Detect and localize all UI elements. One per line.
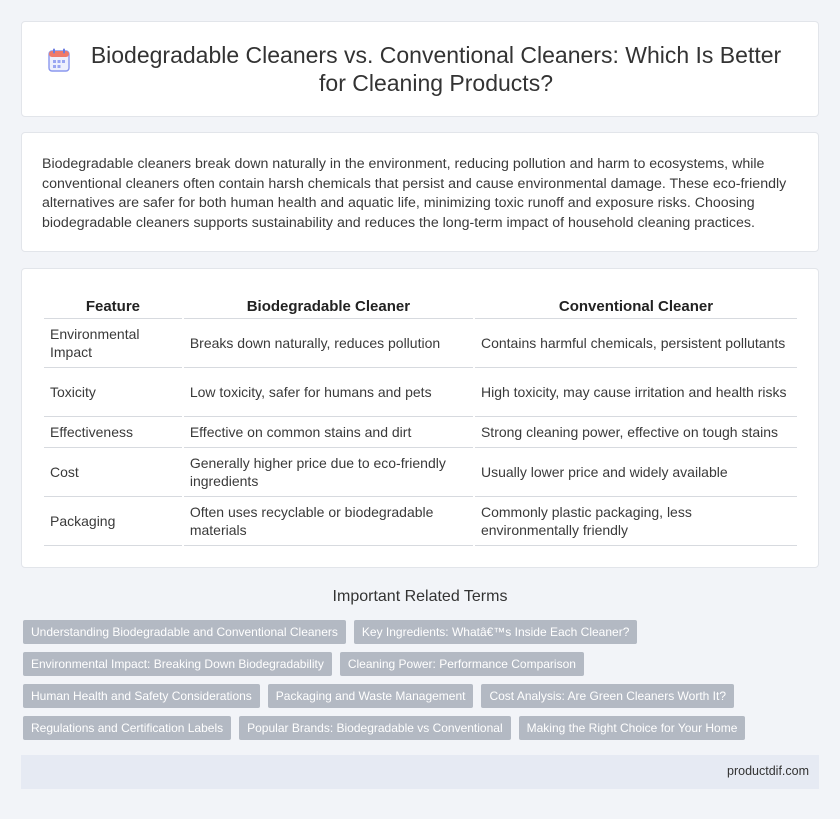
comparison-table bbox=[42, 295, 799, 546]
header-conventional: Conventional Cleaner bbox=[475, 295, 797, 319]
intro-card bbox=[21, 132, 819, 252]
header-feature: Feature bbox=[44, 295, 182, 319]
intro-paragraph: Biodegradable cleaners break down naturally in the environment, reducing pollution and harm to ecosystems, while conventional cleaners often contain harsh chemicals that persist and cause environmental damage. These eco-friendly alternatives are safer for both human health and aquatic life, minimizing toxic runoff and exposure risks. Choosing biodegradable cleaners supports sustainability and reduces the long-term impact of household cleaning practices. bbox=[42, 156, 787, 231]
related-term-link[interactable]: Regulations and Certification Labels bbox=[23, 716, 231, 740]
related-term-link[interactable]: Cleaning Power: Performance Comparison bbox=[340, 652, 584, 676]
table-row bbox=[44, 319, 797, 368]
table-row bbox=[44, 448, 797, 497]
conventional-cell: Commonly plastic packaging, less environmentally friendly bbox=[475, 497, 797, 546]
related-term-link[interactable]: Cost Analysis: Are Green Cleaners Worth It? bbox=[481, 684, 734, 708]
feature-cell: Toxicity bbox=[44, 368, 182, 417]
table-row bbox=[44, 417, 797, 448]
related-term-link[interactable]: Packaging and Waste Management bbox=[268, 684, 474, 708]
conventional-cell: Strong cleaning power, effective on tough stains bbox=[475, 417, 797, 448]
related-term-link[interactable]: Environmental Impact: Breaking Down Biodegradability bbox=[23, 652, 332, 676]
feature-cell: Environmental Impact bbox=[44, 319, 182, 368]
footer bbox=[21, 755, 819, 789]
related-term-link[interactable]: Making the Right Choice for Your Home bbox=[519, 716, 746, 740]
conventional-cell: High toxicity, may cause irritation and health risks bbox=[475, 368, 797, 417]
title-card bbox=[21, 21, 819, 117]
related-terms-title: Important Related Terms bbox=[332, 588, 508, 605]
related-term-link[interactable]: Understanding Biodegradable and Conventional Cleaners bbox=[23, 620, 346, 644]
biodegradable-cell: Effective on common stains and dirt bbox=[184, 417, 473, 448]
table-row bbox=[44, 497, 797, 546]
table-row bbox=[44, 368, 797, 417]
related-term-link[interactable]: Human Health and Safety Considerations bbox=[23, 684, 260, 708]
biodegradable-cell: Generally higher price due to eco-friendly ingredients bbox=[184, 448, 473, 497]
related-term-link[interactable]: Popular Brands: Biodegradable vs Conventional bbox=[239, 716, 511, 740]
feature-cell: Effectiveness bbox=[44, 417, 182, 448]
biodegradable-cell: Often uses recyclable or biodegradable materials bbox=[184, 497, 473, 546]
related-term-link[interactable]: Key Ingredients: Whatâ€™s Inside Each Cleaner? bbox=[354, 620, 637, 644]
related-terms-list bbox=[23, 620, 823, 748]
site-link[interactable]: productdif.com bbox=[727, 764, 809, 778]
comparison-card bbox=[21, 268, 819, 568]
conventional-cell: Contains harmful chemicals, persistent pollutants bbox=[475, 319, 797, 368]
page-title: Biodegradable Cleaners vs. Conventional Cleaners: Which Is Better for Cleaning Products? bbox=[90, 42, 782, 96]
biodegradable-cell: Low toxicity, safer for humans and pets bbox=[184, 368, 473, 417]
biodegradable-cell: Breaks down naturally, reduces pollution bbox=[184, 319, 473, 368]
feature-cell: Cost bbox=[44, 448, 182, 497]
conventional-cell: Usually lower price and widely available bbox=[475, 448, 797, 497]
feature-cell: Packaging bbox=[44, 497, 182, 546]
header-biodegradable: Biodegradable Cleaner bbox=[184, 295, 473, 319]
